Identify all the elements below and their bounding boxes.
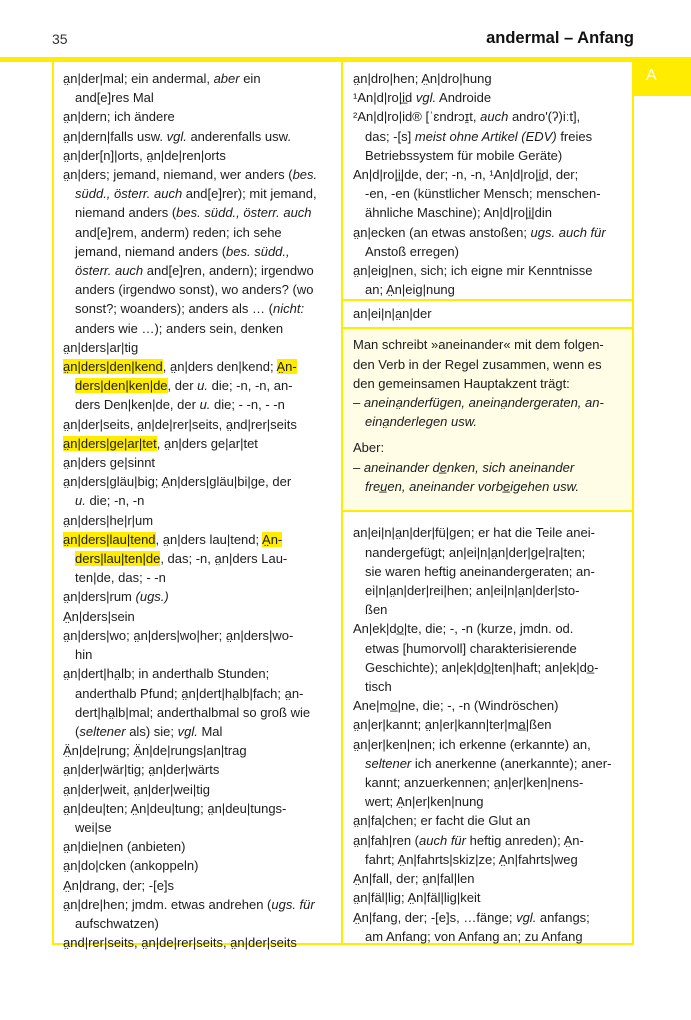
dictionary-entry: a̤n|der[n]|orts, a̤n|de|ren|orts bbox=[63, 147, 226, 163]
dictionary-entry: a̤n|dern|falls usw. vgl. anderenfalls usw. bbox=[63, 128, 291, 144]
dictionary-entry: A̤n|fang, der; -[e]s, …fänge; vgl. anfangs; am Anfang; von Anfang an; zu Anfang bbox=[353, 909, 590, 944]
right-column-bottom-entries bbox=[343, 512, 632, 945]
dictionary-entry: Ane|mo̲|ne, die; -, -n (Windröschen) bbox=[353, 698, 559, 714]
info-box bbox=[343, 329, 632, 512]
dictionary-entry: a̤n|dre|hen; jmdm. etwas andrehen (ugs. für aufschwatzen) bbox=[63, 896, 315, 931]
dictionary-entry: a̤n|ders; jemand, niemand, wer anders (bes. südd., österr. auch and[e]rer); mit jemand, niemand anders (bes. südd., österr. auch and[e]rem, anderm) reden; ich sehe jemand, niemand anders (bes. südd., österr. auch and[e]ren, andern); irgendwo anders (irgendwo sonst), wo anders? (wo sonst?; woanders); anders als … (nicht: anders wie …); anders sein, denken bbox=[63, 167, 318, 336]
thumb-tab-letter: A bbox=[646, 67, 657, 84]
dictionary-entry: a̤n|der|wär|tig; a̤n|der|wärts bbox=[63, 762, 220, 778]
dictionary-entry: a̤n|ders|den|kend, a̤n|ders den|kend; A̤n- ders|den|ken|de, der u. die; -n, -n, an- ders Den|ken|de, der u. die; - -n, - -n bbox=[63, 359, 297, 413]
dictionary-entry: a̤n|ders|he|r|um bbox=[63, 512, 154, 528]
left-column bbox=[52, 62, 343, 951]
dictionary-entry: a̤n|eig|nen, sich; ich eigne mir Kenntnisse an; A̤n|eig|nung bbox=[353, 263, 593, 298]
dictionary-entry: An|ek|do̲|te, die; -, -n (kurze, jmdn. od. etwas [humorvoll] charakterisierende Geschichte); an|ek|do̲|ten|haft; an|ek|do̲- tisch bbox=[353, 621, 599, 695]
info-box-intro: Man schreibt »aneinander« mit dem folgen- den Verb in der Regel zusammen, wenn es den gemeinsamen Hauptakzent trägt: bbox=[353, 337, 604, 391]
dictionary-entry: ¹An|d|ro|i̲d vgl. Androide bbox=[353, 90, 492, 106]
dictionary-entry: a̤n|er|kannt; a̤n|er|kann|ter|ma̲|ßen bbox=[353, 717, 552, 733]
dictionary-entry: a̤nd|rer|seits, a̤n|de|rer|seits, a̤n|der|seits bbox=[63, 935, 297, 951]
dictionary-entry: A̤n|ders|sein bbox=[63, 608, 135, 624]
info-box-but-label: Aber: bbox=[353, 440, 385, 456]
dictionary-entry: A̤n|fall, der; a̤n|fal|len bbox=[353, 871, 475, 887]
dictionary-entry: An|d|ro|i̲|de, der; -n, -n, ¹An|d|ro|i̲d, der; -en, -en (künstlicher Mensch; menschen- ähnliche Maschine); An|d|ro|i̲|din bbox=[353, 167, 601, 221]
right-column bbox=[343, 62, 634, 945]
dictionary-entry: a̤n|fah|ren (auch für heftig anreden); A̤n- fahrt; A̤n|fahrts|skiz|ze; A̤n|fahrts|weg bbox=[353, 832, 584, 867]
dictionary-entry: a̤n|der|weit, a̤n|der|wei|tig bbox=[63, 781, 210, 797]
dictionary-entry: Ä̤n|de|rung; Ä̤n|de|rungs|an|trag bbox=[63, 743, 247, 759]
dictionary-entry: a̤n|der|seits, a̤n|de|rer|seits, a̤nd|rer|seits bbox=[63, 416, 297, 432]
dictionary-entry: a̤n|ders ge|sinnt bbox=[63, 455, 156, 471]
info-box-title: an|ei|n|a̤n|der bbox=[343, 299, 632, 329]
dictionary-entry: a̤n|deu|ten; A̤n|deu|tung; a̤n|deu|tungs- wei|se bbox=[63, 800, 287, 835]
dictionary-entry: a̤n|ecken (an etwas anstoßen; ugs. auch für Anstoß erregen) bbox=[353, 224, 606, 259]
dictionary-entry: a̤n|fa|chen; er facht die Glut an bbox=[353, 813, 531, 829]
dictionary-entry: a̤n|do|cken (ankoppeln) bbox=[63, 858, 199, 874]
dictionary-entry: an|ei|n|a̤n|der|fü|gen; er hat die Teile anei- nandergefügt; an|ei|n|a̤n|der|ge|ra|ten; sie waren heftig aneinandergeraten; an- ei|n|a̤n|der|rei|hen; an|ei|n|a̤n|der|sto- ßen bbox=[353, 525, 595, 618]
dictionary-entry: a̤n|ders|ge|ar|tet, a̤n|ders ge|ar|tet bbox=[63, 435, 258, 451]
page-number: 35 bbox=[52, 31, 68, 47]
dictionary-entry: a̤n|dern; ich ändere bbox=[63, 109, 175, 125]
right-column-top-entries bbox=[343, 62, 632, 299]
dictionary-entry: a̤n|dert|ha̤lb; in anderthalb Stunden; anderthalb Pfund; a̤n|dert|ha̤lb|fach; a̤n- dert|ha̤lb|mal; anderthalbmal so groß wie (seltener als) sie; vgl. Mal bbox=[63, 666, 311, 739]
info-box-example-1: – aneina̤nderfügen, aneina̤ndergeraten, an- eina̤nderlegen usw. bbox=[353, 395, 604, 430]
dictionary-entry: a̤n|dro|hen; A̤n|dro|hung bbox=[353, 71, 492, 86]
dictionary-entry: a̤n|fäl|lig; A̤n|fäl|lig|keit bbox=[353, 890, 481, 906]
dictionary-entry: a̤n|ders|lau|tend, a̤n|ders lau|tend; A̤n- ders|lau|ten|de, das; -n, a̤n|ders Lau- ten|de, das; - -n bbox=[63, 531, 288, 586]
dictionary-entry: a̤n|ders|rum (ugs.) bbox=[63, 589, 169, 605]
dictionary-entry: a̤n|ders|wo; a̤n|ders|wo|her; a̤n|ders|wo- hin bbox=[63, 627, 294, 663]
dictionary-entry: a̤n|die|nen (anbieten) bbox=[63, 839, 186, 855]
info-box-example-2: – aneinander de̲nken, sich aneinander freu̲en, aneinander vorbe̲igehen usw. bbox=[353, 459, 579, 494]
running-head: andermal – Anfang bbox=[486, 29, 634, 47]
letter-thumb-tab[interactable] bbox=[634, 62, 691, 96]
dictionary-entry: a̤n|der|mal; ein andermal, aber ein and[e]res Mal bbox=[63, 71, 261, 106]
dictionary-entry: a̤n|ders|gläu|big; A̤n|ders|gläu|bi|ge, der u. die; -n, -n bbox=[63, 474, 292, 509]
dictionary-entry: ²An|d|ro|id® [ˈɛndrɔɪ̯t, auch andro'(ʔ)iːt], das; -[s] meist ohne Artikel (EDV) freies Betriebssystem für mobile Geräte) bbox=[353, 109, 593, 163]
dictionary-entry: a̤n|ders|ar|tig bbox=[63, 339, 139, 355]
dictionary-entry: a̤n|er|ken|nen; ich erkenne (erkannte) an, seltener ich anerkenne (anerkannte); aner- kannt; anzuerkennen; a̤n|er|ken|nens- wert; A̤n|er|ken|nung bbox=[353, 736, 612, 810]
dictionary-entry: A̤n|drang, der; -[e]s bbox=[63, 877, 175, 893]
